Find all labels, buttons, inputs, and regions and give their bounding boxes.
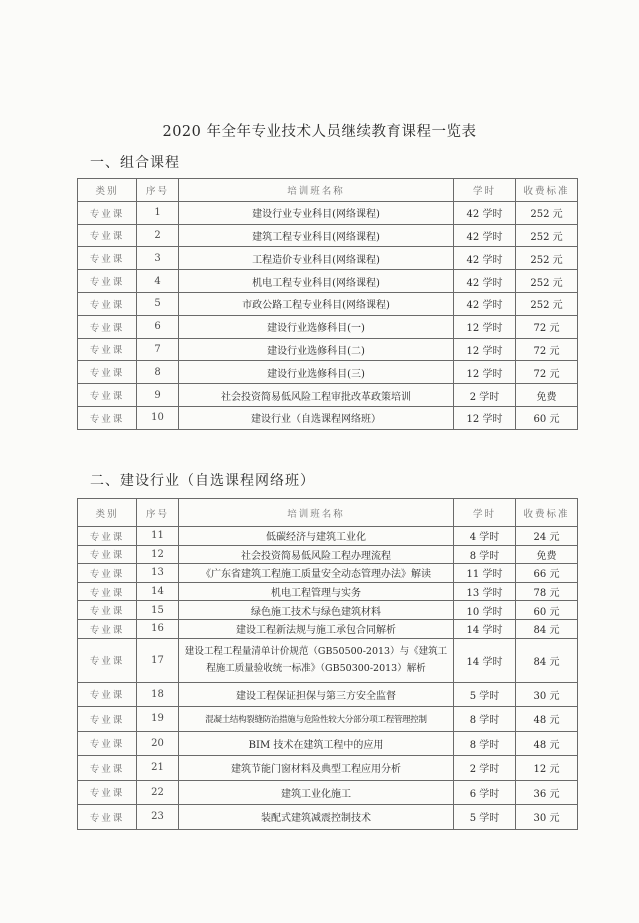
header-fee: 收费标准: [516, 499, 578, 527]
header-hours: 学时: [454, 179, 516, 202]
cell-course-name: 建设工程工程量清单计价规范（GB50500-2013）与《建筑工程施工质量验收统一标准》（GB50300-2013）解析: [179, 638, 454, 682]
cell-fee: 12 元: [516, 756, 578, 781]
cell-no: 7: [137, 338, 179, 361]
cell-no: 17: [137, 638, 179, 682]
cell-no: 21: [137, 756, 179, 781]
cell-fee: 60 元: [516, 406, 578, 429]
table-row: [78, 780, 578, 805]
cell-no: 6: [137, 315, 179, 338]
header-name: 培训班名称: [179, 499, 454, 527]
cell-category: 专业课: [78, 682, 137, 707]
cell-fee: 72 元: [516, 361, 578, 384]
cell-fee: 84 元: [516, 638, 578, 682]
cell-course-name: 建设行业专业科目(网络课程): [179, 201, 454, 224]
cell-hours: 12 学时: [454, 406, 516, 429]
cell-fee: 48 元: [516, 707, 578, 732]
cell-fee: 72 元: [516, 315, 578, 338]
cell-hours: 8 学时: [454, 731, 516, 756]
cell-hours: 5 学时: [454, 805, 516, 830]
cell-hours: 12 学时: [454, 361, 516, 384]
cell-no: 22: [137, 780, 179, 805]
cell-hours: 4 学时: [454, 527, 516, 546]
cell-hours: 2 学时: [454, 756, 516, 781]
cell-course-name: 建筑工程专业科目(网络课程): [179, 224, 454, 247]
cell-no: 10: [137, 406, 179, 429]
header-category: 类别: [78, 179, 137, 202]
table-row: [78, 682, 578, 707]
cell-no: 15: [137, 601, 179, 620]
table-row: [78, 361, 578, 384]
cell-no: 3: [137, 247, 179, 270]
cell-category: 专业课: [78, 338, 137, 361]
cell-course-name: 建设工程新法规与施工承包合同解析: [179, 619, 454, 638]
cell-category: 专业课: [78, 315, 137, 338]
cell-category: 专业课: [78, 384, 137, 407]
cell-no: 14: [137, 582, 179, 601]
cell-no: 16: [137, 619, 179, 638]
cell-fee: 24 元: [516, 527, 578, 546]
cell-no: 11: [137, 527, 179, 546]
cell-fee: 84 元: [516, 619, 578, 638]
cell-category: 专业课: [78, 638, 137, 682]
table-row: [78, 545, 578, 564]
header-no: 序号: [137, 179, 179, 202]
table-row: [78, 619, 578, 638]
cell-hours: 8 学时: [454, 545, 516, 564]
header-name: 培训班名称: [179, 179, 454, 202]
cell-fee: 252 元: [516, 201, 578, 224]
cell-no: 19: [137, 707, 179, 732]
table-row: [78, 527, 578, 546]
cell-course-name: 绿色施工技术与绿色建筑材料: [179, 601, 454, 620]
table-row: [78, 315, 578, 338]
cell-category: 专业课: [78, 527, 137, 546]
cell-category: 专业课: [78, 805, 137, 830]
cell-hours: 42 学时: [454, 224, 516, 247]
table-row: [78, 247, 578, 270]
table-row: [78, 731, 578, 756]
cell-course-name: 机电工程管理与实务: [179, 582, 454, 601]
cell-course-name: 社会投资简易低风险工程办理流程: [179, 545, 454, 564]
cell-fee: 252 元: [516, 270, 578, 293]
cell-fee: 48 元: [516, 731, 578, 756]
table-row: [78, 270, 578, 293]
cell-course-name: 建设行业（自选课程网络班）: [179, 406, 454, 429]
table-row: [78, 638, 578, 682]
cell-fee: 36 元: [516, 780, 578, 805]
cell-hours: 6 学时: [454, 780, 516, 805]
cell-hours: 42 学时: [454, 201, 516, 224]
table-row: [78, 564, 578, 583]
table-header-row: [78, 499, 578, 527]
cell-fee: 252 元: [516, 247, 578, 270]
cell-category: 专业课: [78, 619, 137, 638]
cell-category: 专业课: [78, 780, 137, 805]
cell-fee: 252 元: [516, 292, 578, 315]
cell-hours: 2 学时: [454, 384, 516, 407]
cell-category: 专业课: [78, 564, 137, 583]
cell-course-name: 市政公路工程专业科目(网络课程): [179, 292, 454, 315]
cell-fee: 30 元: [516, 805, 578, 830]
cell-hours: 42 学时: [454, 247, 516, 270]
cell-course-name: 社会投资简易低风险工程审批改革政策培训: [179, 384, 454, 407]
cell-course-name: 工程造价专业科目(网络课程): [179, 247, 454, 270]
header-no: 序号: [137, 499, 179, 527]
cell-course-name: 机电工程专业科目(网络课程): [179, 270, 454, 293]
table-row: [78, 756, 578, 781]
table-row: [78, 224, 578, 247]
cell-hours: 14 学时: [454, 619, 516, 638]
cell-no: 8: [137, 361, 179, 384]
cell-hours: 5 学时: [454, 682, 516, 707]
cell-no: 13: [137, 564, 179, 583]
cell-fee: 60 元: [516, 601, 578, 620]
cell-category: 专业课: [78, 707, 137, 732]
combined-courses-table: [77, 178, 578, 430]
cell-category: 专业课: [78, 406, 137, 429]
table-row: [78, 707, 578, 732]
cell-hours: 12 学时: [454, 338, 516, 361]
cell-fee: 78 元: [516, 582, 578, 601]
cell-course-name: 低碳经济与建筑工业化: [179, 527, 454, 546]
cell-no: 12: [137, 545, 179, 564]
cell-no: 2: [137, 224, 179, 247]
cell-fee: 252 元: [516, 224, 578, 247]
header-fee: 收费标准: [516, 179, 578, 202]
cell-course-name: 建设行业选修科目(一): [179, 315, 454, 338]
cell-no: 23: [137, 805, 179, 830]
cell-course-name: 建设行业选修科目(二): [179, 338, 454, 361]
cell-hours: 14 学时: [454, 638, 516, 682]
cell-hours: 42 学时: [454, 270, 516, 293]
cell-course-name: 建设工程保证担保与第三方安全监督: [179, 682, 454, 707]
cell-category: 专业课: [78, 247, 137, 270]
table-row: [78, 201, 578, 224]
cell-course-name: 建筑工业化施工: [179, 780, 454, 805]
table-row: [78, 406, 578, 429]
cell-fee: 66 元: [516, 564, 578, 583]
cell-category: 专业课: [78, 601, 137, 620]
cell-hours: 11 学时: [454, 564, 516, 583]
cell-no: 1: [137, 201, 179, 224]
table-row: [78, 384, 578, 407]
table-row: [78, 338, 578, 361]
cell-no: 4: [137, 270, 179, 293]
header-hours: 学时: [454, 499, 516, 527]
cell-category: 专业课: [78, 201, 137, 224]
cell-category: 专业课: [78, 731, 137, 756]
cell-fee: 免费: [516, 545, 578, 564]
cell-fee: 免费: [516, 384, 578, 407]
cell-no: 18: [137, 682, 179, 707]
cell-category: 专业课: [78, 292, 137, 315]
cell-no: 9: [137, 384, 179, 407]
cell-hours: 10 学时: [454, 601, 516, 620]
table-row: [78, 582, 578, 601]
cell-hours: 12 学时: [454, 315, 516, 338]
cell-course-name: 《广东省建筑工程施工质量安全动态管理办法》解读: [179, 564, 454, 583]
cell-no: 20: [137, 731, 179, 756]
table-header-row: [78, 179, 578, 202]
cell-no: 5: [137, 292, 179, 315]
cell-course-name: 装配式建筑减震控制技术: [179, 805, 454, 830]
cell-fee: 72 元: [516, 338, 578, 361]
cell-course-name: 混凝土结构裂缝防治措施与危险性较大分部分项工程管理控制: [179, 707, 454, 732]
section-1-title: 一、组合课程: [90, 155, 180, 171]
cell-course-name: 建筑节能门窗材料及典型工程应用分析: [179, 756, 454, 781]
cell-course-name: BIM 技术在建筑工程中的应用: [179, 731, 454, 756]
table-row: [78, 601, 578, 620]
cell-fee: 30 元: [516, 682, 578, 707]
cell-category: 专业课: [78, 756, 137, 781]
cell-category: 专业课: [78, 361, 137, 384]
section-2-title: 二、建设行业（自选课程网络班）: [90, 473, 315, 489]
page-title: 2020 年全年专业技术人员继续教育课程一览表: [162, 124, 477, 140]
cell-category: 专业课: [78, 270, 137, 293]
cell-hours: 13 学时: [454, 582, 516, 601]
cell-hours: 8 学时: [454, 707, 516, 732]
elective-courses-table: [77, 498, 578, 830]
cell-category: 专业课: [78, 582, 137, 601]
cell-hours: 42 学时: [454, 292, 516, 315]
header-category: 类别: [78, 499, 137, 527]
cell-course-name: 建设行业选修科目(三): [179, 361, 454, 384]
cell-category: 专业课: [78, 545, 137, 564]
table-row: [78, 292, 578, 315]
cell-category: 专业课: [78, 224, 137, 247]
table-row: [78, 805, 578, 830]
